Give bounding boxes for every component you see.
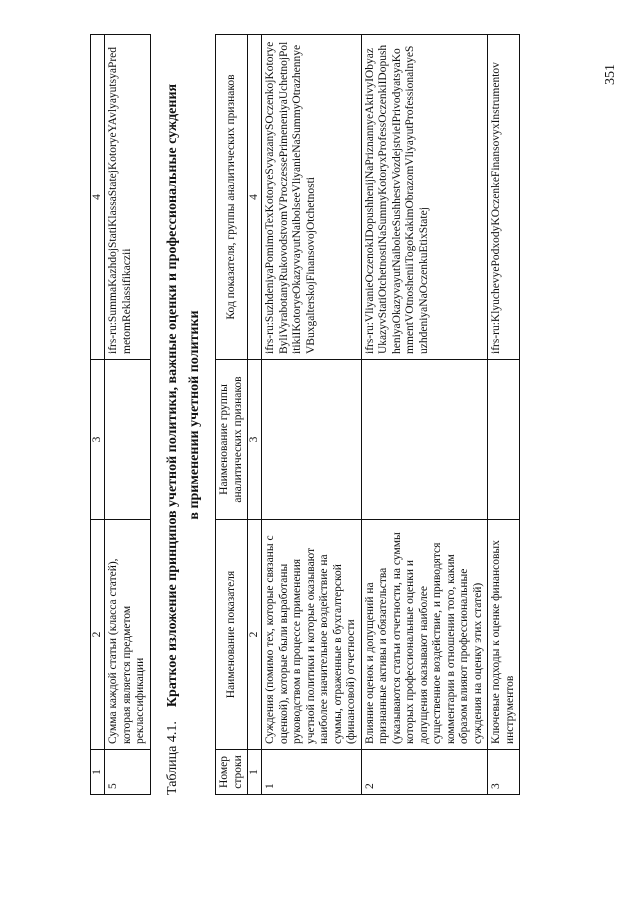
caption-line-2: в применении учетной политики bbox=[187, 310, 202, 520]
column-number-row bbox=[248, 35, 262, 795]
indicator-name: Влияние оценок и допущений на признанные активы и обязательства (указываются статьи отчетности, на суммы которых профессиональные оценки и допущения оказывают наиболее существенное воздействие, и приводятся комментарии в отношении того, каким образом влияют профессиональные суждения на оценку этих статей) bbox=[361, 520, 488, 750]
header-row bbox=[216, 35, 248, 795]
indicator-name: Ключевые подходы к оценке финансовых инструментов bbox=[488, 520, 520, 750]
indicator-code: ifrs-ru:SummaKazhdojStatiKlassaStatejKotoryeYAvlyayutsyaPredmetomReklassifikaczii bbox=[105, 35, 151, 360]
header-indicator-code: Код показателя, группы аналитических признаков bbox=[216, 35, 248, 360]
page-number: 351 bbox=[603, 64, 618, 85]
group-name bbox=[105, 360, 151, 520]
header-group-name: Наименование группы аналитических признаков bbox=[216, 360, 248, 520]
column-number: 2 bbox=[91, 520, 105, 750]
group-name bbox=[361, 360, 488, 520]
group-name bbox=[488, 360, 520, 520]
column-number: 3 bbox=[91, 360, 105, 520]
policy-table bbox=[215, 34, 520, 795]
table-row bbox=[488, 35, 520, 795]
indicator-code: ifrs-ru:VliyanieOczenokIDopushhenijNaPriznannyeAktivyIObyazUkazyvStatiOtchetnostiNaSummyKotoryxProfessOczenkiIDopushheniyaOkazyvayutNaiboleeSushhestvVozdejstvieIPrivodyatsyaKommentVOtnosheniiTogoKakimObrazomVliyayutProfessionalnyeSuzhdeniyaNaOczenkuEtixStatej bbox=[361, 35, 488, 360]
row-number: 5 bbox=[105, 750, 151, 795]
table-row bbox=[105, 35, 151, 795]
column-number: 4 bbox=[91, 35, 105, 360]
group-name bbox=[262, 360, 362, 520]
column-number: 1 bbox=[248, 750, 262, 795]
column-number: 4 bbox=[248, 35, 262, 360]
continued-table bbox=[90, 34, 151, 795]
row-number: 2 bbox=[361, 750, 488, 795]
table-row bbox=[262, 35, 362, 795]
column-number: 2 bbox=[248, 520, 262, 750]
header-row-number: Номер строки bbox=[216, 750, 248, 795]
indicator-code: ifrs-ru:KlyuchevyePodxodyKOczenkeFinansovyxInstrumentov bbox=[488, 35, 520, 360]
row-number: 1 bbox=[262, 750, 362, 795]
table-label: Таблица 4.1. bbox=[165, 721, 180, 795]
column-number: 1 bbox=[91, 750, 105, 795]
table-caption bbox=[162, 35, 206, 795]
column-number-row bbox=[91, 35, 105, 795]
indicator-name: Суждения (помимо тех, которые связаны с оценкой), которые были выработаны руководством в процессе применения учетной политики и которые оказывают наиболее значительное воздействие на суммы, отраженные в бухгалтерской (финансовой) отчетности bbox=[262, 520, 362, 750]
indicator-name: Сумма каждой статьи (класса статей), которая является предметом реклассификации bbox=[105, 520, 151, 750]
column-number: 3 bbox=[248, 360, 262, 520]
table-row bbox=[361, 35, 488, 795]
caption-line-1: Краткое изложение принципов учетной политики, важные оценки и профессиональные суждения bbox=[165, 83, 180, 708]
indicator-code: ifrs-ru:SuzhdeniyaPomimoTexKotoryeSvyazanySOczenkojKotoryeByliVyrabotanyRukovodstvomVProczessePrimeneniyaUchetnojPolitikiIKotoryeOkazyvayutNaibolseeVliyanieNaSummyOtrazhennyeVBuxgalterskojFinansovojOtchetnosti bbox=[262, 35, 362, 360]
header-indicator-name: Наименование показателя bbox=[216, 520, 248, 750]
row-number: 3 bbox=[488, 750, 520, 795]
